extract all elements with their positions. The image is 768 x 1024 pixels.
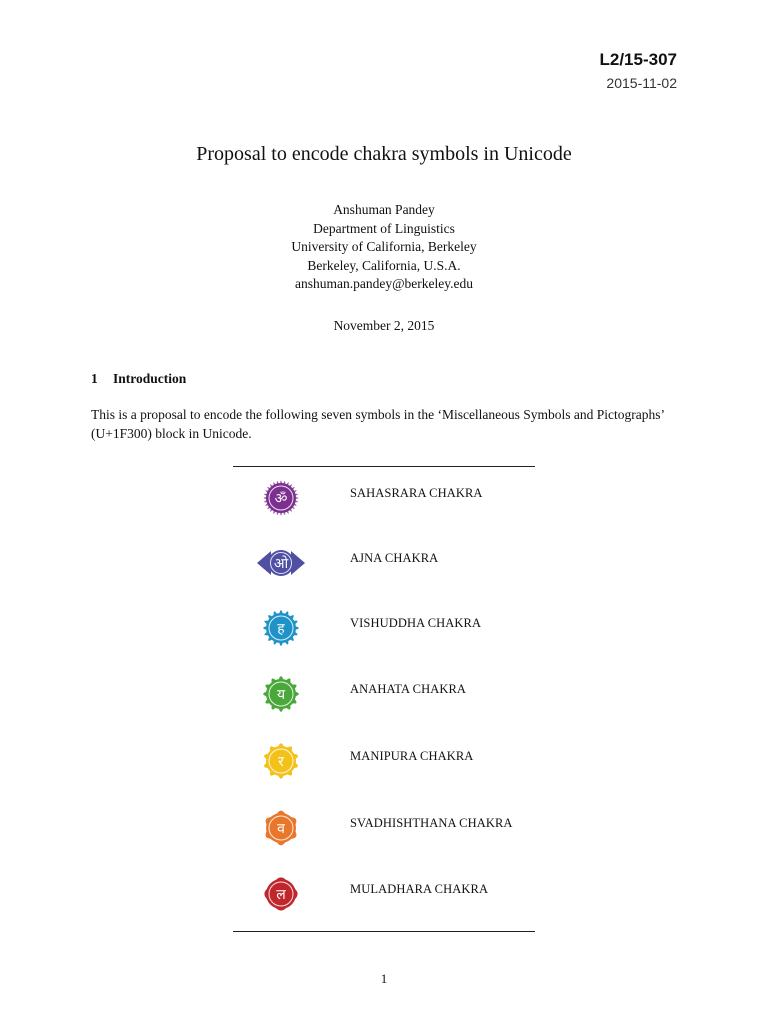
- ajna-icon: [253, 537, 309, 589]
- section-number: 1: [91, 371, 98, 386]
- chakra-label: VISHUDDHA CHAKRA: [350, 616, 482, 630]
- chakra-label: AJNA CHAKRA: [350, 551, 439, 565]
- author-block: [0, 201, 768, 294]
- section-heading: [91, 371, 186, 387]
- section-title: Introduction: [113, 371, 187, 386]
- document-date-long: November 2, 2015: [333, 318, 435, 333]
- table-top-rule: [233, 466, 535, 467]
- chakra-row: [233, 472, 535, 532]
- chakra-label: MANIPURA CHAKRA: [350, 749, 474, 763]
- chakra-glyph: ल: [276, 887, 286, 903]
- chakra-glyph: ओ: [273, 556, 289, 572]
- chakra-row: [233, 868, 535, 928]
- author-location: Berkeley, California, U.S.A.: [307, 257, 461, 273]
- document-number: L2/15-307: [599, 50, 677, 69]
- svadhishthana-icon: [253, 802, 309, 854]
- manipura-icon: [253, 735, 309, 787]
- author-department: Department of Linguistics: [313, 220, 455, 236]
- chakra-label: ANAHATA CHAKRA: [350, 682, 467, 696]
- chakra-glyph: ह: [277, 621, 285, 637]
- vishuddha-icon: [253, 602, 309, 654]
- chakra-row: [233, 668, 535, 728]
- chakra-row: [233, 802, 535, 862]
- chakra-glyph: र: [278, 754, 284, 770]
- chakra-row: [233, 602, 535, 662]
- chakra-label: MULADHARA CHAKRA: [350, 882, 489, 896]
- chakra-row: [233, 537, 535, 597]
- chakra-glyph: व: [277, 821, 285, 837]
- anahata-icon: [253, 668, 309, 720]
- chakra-glyph: य: [276, 687, 286, 703]
- chakra-label: SAHASRARA CHAKRA: [350, 486, 483, 500]
- muladhara-icon: [253, 868, 309, 920]
- chakra-glyph: ॐ: [274, 491, 288, 507]
- table-bottom-rule: [233, 931, 535, 932]
- chakra-label: SVADHISHTHANA CHAKRA: [350, 816, 513, 830]
- page-title: Proposal to encode chakra symbols in Unicode: [196, 143, 572, 165]
- chakra-row: [233, 735, 535, 795]
- author-university: University of California, Berkeley: [291, 239, 477, 254]
- author-name: Anshuman Pandey: [333, 202, 435, 217]
- author-email[interactable]: anshuman.pandey@berkeley.edu: [295, 276, 473, 291]
- document-date: 2015-11-02: [606, 75, 677, 91]
- intro-paragraph: This is a proposal to encode the following seven symbols in the ‘Miscellaneous Symbols and Pictographs’ (U+1F300) block in Unicode.: [91, 407, 665, 441]
- page-number: 1: [380, 971, 388, 986]
- sahasrara-icon: [253, 472, 309, 524]
